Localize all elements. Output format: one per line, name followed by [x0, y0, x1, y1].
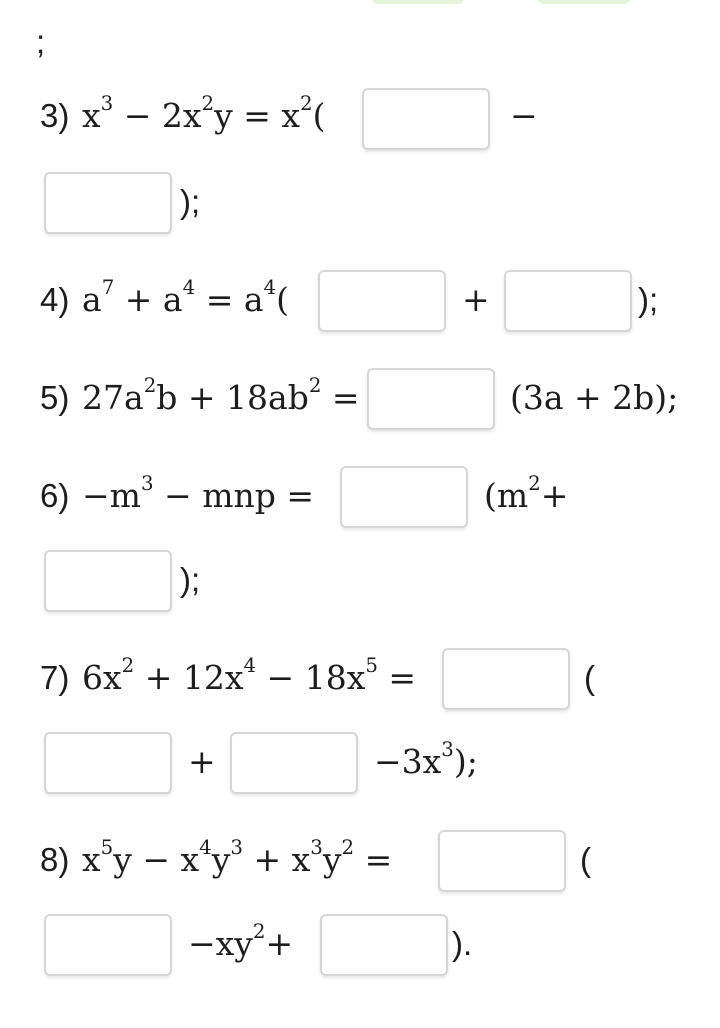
problem-6-answer-2[interactable]	[44, 550, 172, 612]
problem-4-answer-2[interactable]	[504, 270, 632, 332]
problem-8-answer-1[interactable]	[438, 830, 566, 892]
problem-7-tail	[374, 738, 478, 782]
problem-3-close: );	[180, 183, 201, 220]
problem-4-answer-1[interactable]	[318, 270, 446, 332]
problem-8-close: ).	[452, 925, 473, 962]
problem-5-number: 5)	[40, 379, 70, 416]
problem-4-expression: $a^7 + a^4 = a^4$(	[82, 276, 289, 319]
problem-7-expression: $6x^2 + 12x^4 - 18x^5$ =	[82, 654, 417, 697]
problem-3-answer-2[interactable]	[44, 172, 172, 234]
problem-6-tail-plus: +	[540, 476, 569, 515]
problem-8-middle	[188, 920, 294, 964]
problem-7-open: (	[584, 659, 595, 696]
problem-3-answer-1[interactable]	[362, 88, 490, 150]
problem-3-expression: $x^3 - 2x^2y = x^2$(	[82, 92, 326, 135]
problem-6-expression: $-m^3$ − mnp =	[82, 472, 314, 515]
problem-8-expression: $x^5y - x^4y^3 + x^3y^2$ =	[82, 836, 393, 879]
problem-5-answer-1[interactable]	[367, 368, 495, 430]
problem-8-answer-2[interactable]	[44, 914, 172, 976]
problem-7-tail-sup: 3	[441, 738, 454, 762]
problem-8-middle-text: −xy	[188, 924, 253, 963]
problem-8-open: (	[580, 841, 591, 878]
problem-3-minus: −	[510, 96, 538, 135]
problem-7-answer-3[interactable]	[230, 732, 358, 794]
top-semicolon: ;	[36, 23, 46, 60]
problem-6-tail-text: (m	[484, 476, 529, 515]
problem-4-close: );	[638, 281, 659, 318]
problem-8-number: 8)	[40, 841, 70, 878]
problem-7-number: 7)	[40, 659, 70, 696]
problem-7-close: );	[453, 742, 478, 781]
problem-7-answer-2[interactable]	[44, 732, 172, 794]
problem-7-plus: +	[188, 742, 216, 781]
problem-6-close: );	[180, 561, 201, 598]
problem-8-middle-plus: +	[265, 924, 294, 963]
problem-6-number: 6)	[40, 477, 70, 514]
top-tab-left	[372, 0, 464, 4]
problem-6-answer-1[interactable]	[340, 466, 468, 528]
problem-7-tail-text: −3x	[374, 742, 442, 781]
problem-6-tail-sup: 2	[528, 472, 541, 496]
problem-6-tail	[484, 472, 569, 516]
problem-3-number: 3)	[40, 97, 70, 134]
top-tab-right	[538, 0, 630, 4]
problem-5-expression: $27a^2b + 18ab^2$ =	[82, 374, 360, 417]
problem-4-number: 4)	[40, 281, 70, 318]
problem-8-answer-3[interactable]	[320, 914, 448, 976]
problem-8-middle-sup: 2	[252, 920, 266, 944]
problem-4-plus: +	[462, 280, 490, 319]
problem-7-answer-1[interactable]	[442, 648, 570, 710]
problem-5-tail: (3a + 2b);	[510, 378, 679, 417]
